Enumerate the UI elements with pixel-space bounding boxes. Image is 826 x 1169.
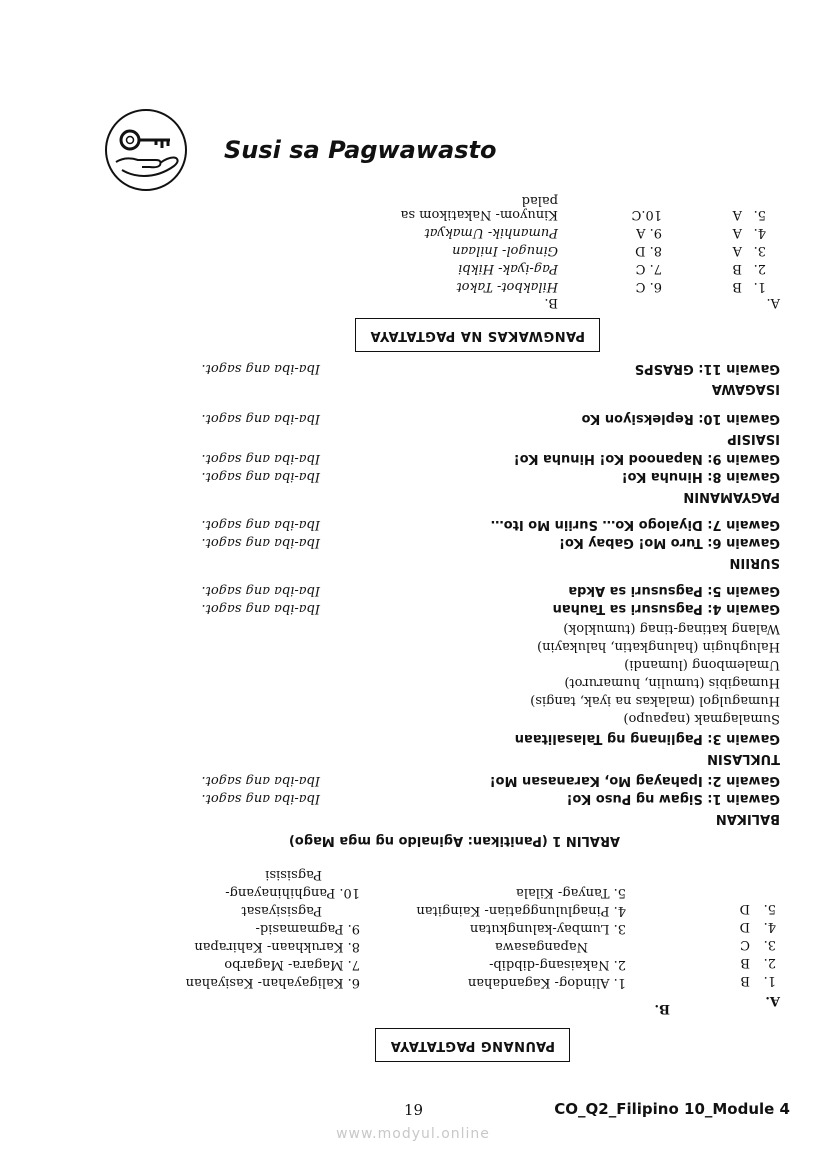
initial-b-right-item: 9. Pagmamasid- xyxy=(255,921,360,936)
initial-a-answer: C xyxy=(740,937,750,952)
final-b-mid: 6. C xyxy=(635,279,662,294)
gawain-3-item: Halughugin (halungkatin, halukayin) xyxy=(537,639,780,654)
initial-b-right-item: Pagsisisi xyxy=(265,867,322,882)
initial-a-number: 3. xyxy=(763,937,776,952)
final-b-mid: 10.C xyxy=(631,207,662,222)
final-b-item: Pag-iyak- Hikbi xyxy=(458,261,558,276)
gawain-3-item: Humagulgol (malakas na iyak, tangis) xyxy=(530,693,780,708)
key-hand-logo-icon xyxy=(104,108,188,192)
gawain-11: Gawain 11: GRASPS xyxy=(634,361,780,376)
pagyamanin-heading: PAGYAMANIN xyxy=(683,489,780,504)
initial-a-answer: D xyxy=(739,919,750,934)
gawain-4-answer: Iba-iba ang sagot. xyxy=(201,601,320,616)
final-b-item: Hilakbot- Takot xyxy=(456,279,558,294)
initial-a-number: 2. xyxy=(763,955,776,970)
initial-label-a: A. xyxy=(765,993,780,1008)
final-a-answer: A xyxy=(732,243,742,258)
final-a-number: 1. xyxy=(753,279,766,294)
isagawa-heading: ISAGAWA xyxy=(711,381,780,396)
final-label-a: A. xyxy=(766,295,780,310)
final-a-answer: B xyxy=(732,279,742,294)
aralin-heading: ARALIN 1 (Panitikan: Aginaldo ng mga Mago) xyxy=(288,833,620,848)
page-number: 19 xyxy=(404,1101,424,1119)
final-a-answer: B xyxy=(732,261,742,276)
final-a-number: 5. xyxy=(753,207,766,222)
initial-a-answer: B xyxy=(740,955,750,970)
balikan-heading: BALIKAN xyxy=(715,811,780,826)
initial-a-answer: D xyxy=(739,901,750,916)
gawain-11-answer: Iba-iba ang sagot. xyxy=(201,361,320,376)
tuklasin-heading: TUKLASIN xyxy=(707,751,780,766)
initial-b-right-item: 10. Panghihinayang- xyxy=(225,885,360,900)
gawain-3-item: Umalembong (lumandi) xyxy=(624,657,780,672)
gawain-1: Gawain 1: Sigaw ng Puso Ko! xyxy=(566,791,780,806)
gawain-2-answer: Iba-iba ang sagot. xyxy=(201,773,320,788)
gawain-3-item: Walang katinag-tinag (tumuklok) xyxy=(563,621,780,636)
watermark: www.modyul.online xyxy=(336,1126,490,1142)
initial-a-number: 4. xyxy=(763,919,776,934)
page-title: Susi sa Pagwawasto xyxy=(224,136,497,164)
gawain-2: Gawain 2: Ipahayag Mo, Karanasan Mo! xyxy=(489,773,780,788)
initial-b-right-item: Pagsisiyasat xyxy=(241,903,322,918)
gawain-9: Gawain 9: Napanood Ko! Hinuha Ko! xyxy=(513,451,780,466)
initial-b-left-item: 4. Pinaglulunggatian- Kaingitan xyxy=(416,903,626,918)
gawain-5: Gawain 5: Pagsusuri sa Akda xyxy=(568,583,780,598)
answer-key-rotated xyxy=(60,193,780,1060)
final-b-item: Pumanhik- Umakyat xyxy=(424,225,558,240)
gawain-6-answer: Iba-iba ang sagot. xyxy=(201,535,320,550)
final-b-mid: 8. D xyxy=(635,243,662,258)
gawain-3: Gawain 3: Paglinang ng Talasalitaan xyxy=(514,731,780,746)
gawain-3-item: Humagibis (tumulin, humarurot) xyxy=(564,675,780,690)
gawain-1-answer: Iba-iba ang sagot. xyxy=(201,791,320,806)
initial-a-answer: B xyxy=(740,973,750,988)
initial-b-left-item: Napangasawa xyxy=(495,939,588,954)
final-b-mid: 7. C xyxy=(635,261,662,276)
gawain-5-answer: Iba-iba ang sagot. xyxy=(201,583,320,598)
initial-b-right-item: 7. Magara- Magarbo xyxy=(224,957,360,972)
final-a-number: 4. xyxy=(753,225,766,240)
initial-b-left-item: 2. Nakaisang-dibdib- xyxy=(489,957,626,972)
final-b-item: Ginugol- Inilaan xyxy=(452,243,558,258)
final-a-number: 2. xyxy=(753,261,766,276)
initial-b-left-item: 3. Lumbay-kalungkutan xyxy=(469,921,626,936)
final-a-answer: A xyxy=(732,225,742,240)
initial-a-number: 5. xyxy=(763,901,776,916)
final-b-item: palad xyxy=(521,193,558,208)
initial-b-left-item: 1. Alindog- Kagandahan xyxy=(467,975,626,990)
initial-label-b: B. xyxy=(654,1001,670,1016)
module-code: CO_Q2_Filipino 10_Module 4 xyxy=(554,1100,790,1118)
gawain-7-answer: Iba-iba ang sagot. xyxy=(201,517,320,532)
gawain-8: Gawain 8: Hinuha Ko! xyxy=(621,469,780,484)
gawain-4: Gawain 4: Pagsusuri sa Tauhan xyxy=(552,601,780,616)
gawain-10-answer: Iba-iba ang sagot. xyxy=(201,411,320,426)
initial-b-left-item: 5. Tanyag- Kilala xyxy=(516,885,626,900)
final-a-number: 3. xyxy=(753,243,766,258)
final-b-item: Kinuyom- Nakatikom sa xyxy=(400,207,558,222)
gawain-3-item: Sumalagmak (napaupo) xyxy=(623,711,780,726)
gawain-9-answer: Iba-iba ang sagot. xyxy=(201,451,320,466)
final-a-answer: A xyxy=(732,207,742,222)
final-b-mid: 9. A xyxy=(636,225,662,240)
suriin-heading: SURIIN xyxy=(729,555,780,570)
paunang-pagtataya-heading: PAUNANG PAGTATAYA xyxy=(375,1028,570,1062)
gawain-7: Gawain 7: Diyalogo Ko… Suriin Mo Ito… xyxy=(490,517,780,532)
final-label-b: B. xyxy=(544,295,558,310)
gawain-10: Gawain 10: Repleksiyon Ko xyxy=(581,411,780,426)
gawain-8-answer: Iba-iba ang sagot. xyxy=(201,469,320,484)
isaisip-heading: ISAISIP xyxy=(727,431,780,446)
pangwakas-pagtataya-heading: PANGWAKAS NA PAGTATAYA xyxy=(355,318,600,352)
initial-a-number: 1. xyxy=(763,973,776,988)
initial-b-right-item: 8. Karukhaan- Kahirapan xyxy=(194,939,360,954)
gawain-6: Gawain 6: Turo Mo! Gabay Ko! xyxy=(559,535,780,550)
initial-b-right-item: 6. Kaligayahan- Kasiyahan xyxy=(185,975,360,990)
